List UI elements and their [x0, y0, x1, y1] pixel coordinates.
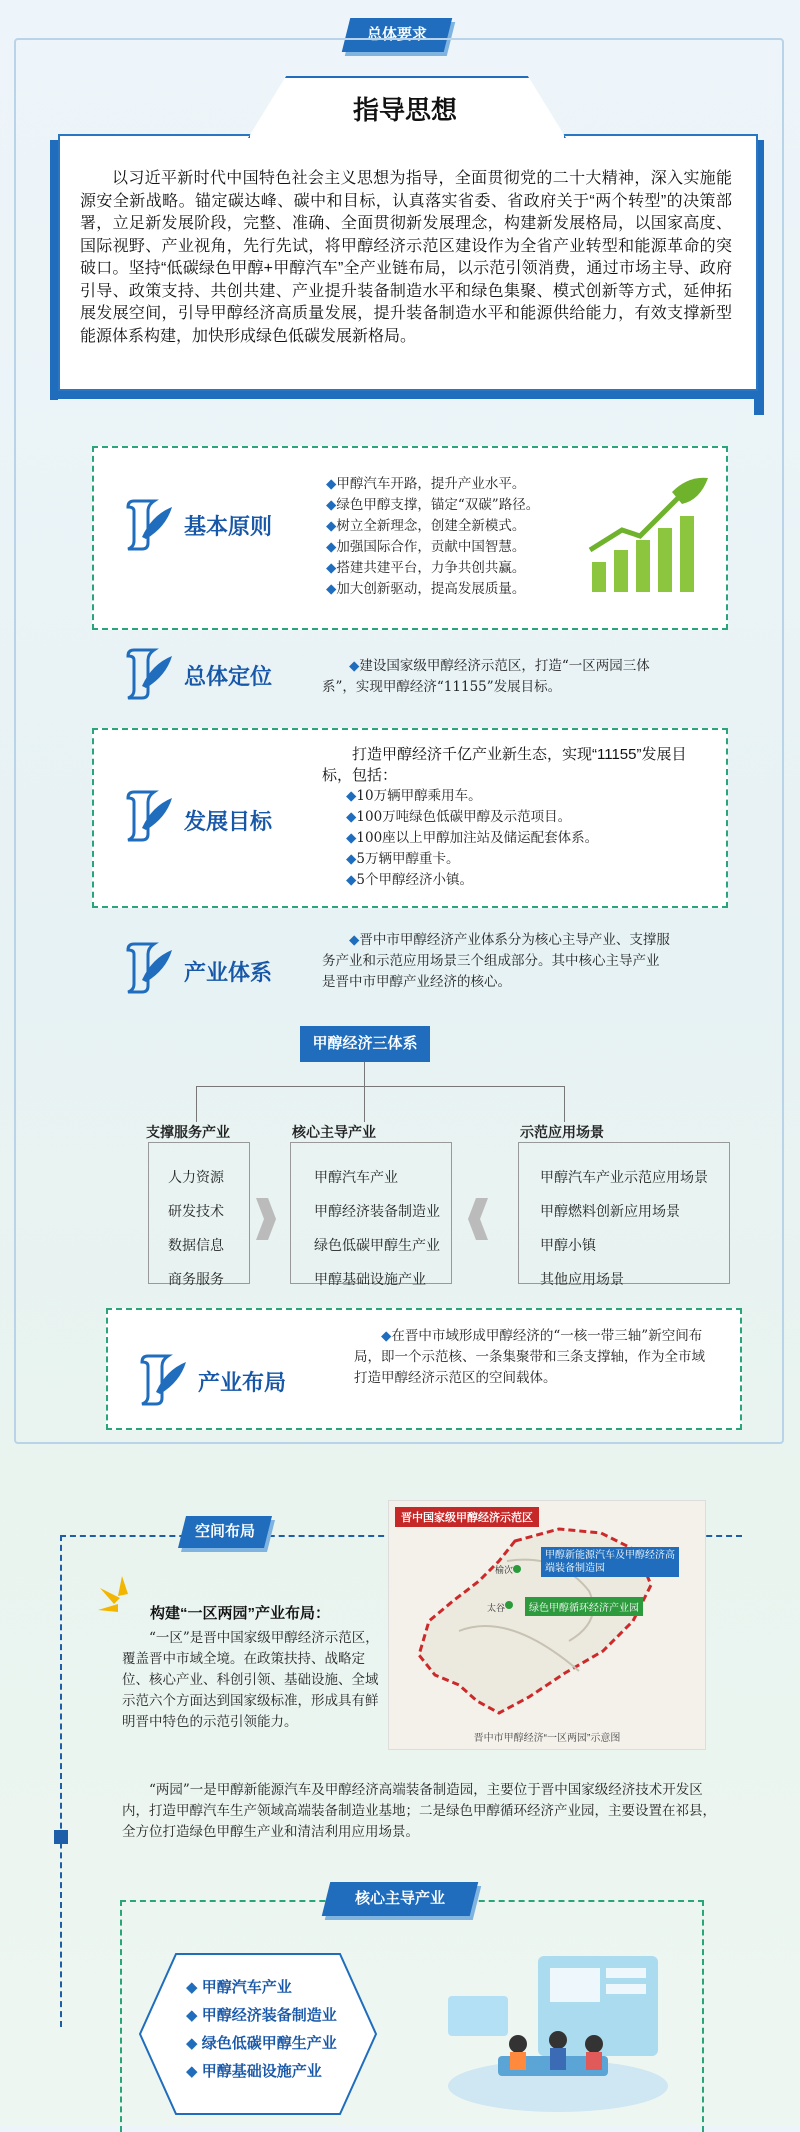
quill-icon [120, 788, 176, 844]
core-tag-label: 核心主导产业 [354, 1890, 445, 1907]
core-section-item: ◆ 甲醇基础设施产业 [186, 2063, 322, 2080]
core-section-item: ◆ 甲醇汽车产业 [186, 1979, 292, 1996]
region-map [389, 1501, 705, 1749]
tree-branch [364, 1086, 365, 1122]
spark-icon [96, 1574, 146, 1624]
industry-title: 产业体系 [184, 960, 273, 985]
tree-branch [564, 1086, 565, 1122]
core-section-item: ◆ 甲醇经济装备制造业 [186, 2007, 337, 2024]
quill-icon [120, 497, 176, 553]
header-tag-label: 总体要求 [366, 26, 427, 43]
principles-list [326, 474, 576, 600]
core-title: 核心主导产业 [292, 1124, 376, 1140]
map-label-2: 绿色甲醇循环经济产业园 [525, 1597, 643, 1616]
spatial-heading: 构建“一区两园”产业布局： [150, 1605, 331, 1622]
core-list [186, 1974, 337, 2086]
principle-item: ◆绿色甲醇支撑，锚定“双碳”路径。 [326, 497, 540, 513]
industry-text-wrap: ◆晋中市甲醇经济产业体系分为核心主导产业、支撑服务产业和示范应用场景三个组成部分。其中核心主导产业是晋中市甲醇产业经济的核心。 [322, 932, 670, 990]
positioning-text: 建设国家级甲醇经济示范区，打造“一区两园三体系”，实现甲醇经济“11155”发展目标。 [322, 658, 650, 695]
goal-item: ◆100万吨绿色低碳甲醇及示范项目。 [346, 809, 572, 825]
principle-item: ◆加大创新驱动，提高发展质量。 [326, 581, 526, 597]
positioning-title: 总体定位 [184, 664, 273, 689]
goal-item: ◆10万辆甲醇乘用车。 [346, 788, 482, 804]
support-list [168, 1160, 224, 1296]
demo-list [540, 1160, 708, 1296]
map-city-2: 太谷 [487, 1603, 506, 1613]
goal-item: ◆5万辆甲醇重卡。 [346, 851, 460, 867]
principle-item: ◆树立全新理念，创建全新模式。 [326, 518, 526, 534]
demo-item: 甲醇小镇 [540, 1237, 596, 1253]
map-caption: 晋中市甲醇经济“一区两园”示意图 [473, 1733, 621, 1744]
layout-text-wrap: ◆在晋中市域形成甲醇经济的“一核一带三轴”新空间布局，即一个示范核、一条集聚带和三条支撑轴，作为全市域打造甲醇经济示范区的空间载体。 [354, 1328, 705, 1386]
demo-item: 其他应用场景 [540, 1271, 624, 1287]
core-item: 甲醇经济装备制造业 [314, 1203, 440, 1219]
principle-item: ◆加强国际合作，贡献中国智慧。 [326, 539, 526, 555]
principles-title: 基本原则 [184, 514, 273, 539]
principle-item: ◆甲醇汽车开路，提升产业水平。 [326, 476, 526, 492]
spatial-p2: “两园”一是甲醇新能源汽车及甲醇经济高端装备制造园，主要位于晋中国家级经济技术开发区内，打造甲醇汽车生产领域高端装备制造业基地；二是绿色甲醇循环经济产业园，主要设置在祁县，全方位打造绿色甲醇生产业和清洁利用应用场景。 [122, 1782, 716, 1840]
guiding-shadow-left [50, 140, 58, 400]
goal-item: ◆5个甲醇经济小镇。 [346, 872, 473, 888]
layout-text: 在晋中市域形成甲醇经济的“一核一带三轴”新空间布局，即一个示范核、一条集聚带和三条支撑轴，作为全市域打造甲醇经济示范区的空间载体。 [354, 1328, 705, 1386]
core-item: 绿色低碳甲醇生产业 [314, 1237, 440, 1253]
goals-intro: 打造甲醇经济千亿产业新生态，实现“11155”发展目标，包括： [322, 746, 687, 784]
map-label-1: 甲醇新能源汽车及甲醇经济高端装备制造园 [541, 1547, 679, 1577]
principle-item: ◆搭建共建平台，力争共创共赢。 [326, 560, 526, 576]
map-city-1: 榆次 [495, 1565, 514, 1575]
demo-item: 甲醇燃料创新应用场景 [540, 1203, 680, 1219]
tree-branch [196, 1086, 197, 1122]
guiding-title: 指导思想 [352, 95, 457, 125]
core-item: 甲醇基础设施产业 [314, 1271, 426, 1287]
spatial-p1: “一区”是晋中国家级甲醇经济示范区，覆盖晋中市域全境。在政策扶持、战略定位、核心产业、科创引领、基础设施、全域示范六个方面达到国家级标准，形成具有鲜明晋中特色的示范引领能力。 [122, 1630, 379, 1730]
quill-icon [120, 646, 176, 702]
frame-corner-square [54, 1830, 68, 1844]
support-item: 人力资源 [168, 1169, 224, 1185]
core-list [314, 1160, 440, 1296]
map-panel [388, 1500, 706, 1750]
quill-icon [134, 1352, 190, 1408]
tree-root-stem [364, 1062, 365, 1086]
tree-root: 甲醇经济三体系 [300, 1026, 430, 1062]
growth-chart-icon [584, 474, 710, 598]
industry-text: 晋中市甲醇经济产业体系分为核心主导产业、支撑服务产业和示范应用场景三个组成部分。其中核心主导产业是晋中市甲醇产业经济的核心。 [322, 932, 670, 990]
support-item: 数据信息 [168, 1237, 224, 1253]
core-item: 甲醇汽车产业 [314, 1169, 398, 1185]
demo-item: 甲醇汽车产业示范应用场景 [540, 1169, 708, 1185]
data-team-illustration [438, 1936, 678, 2116]
goals-title: 发展目标 [184, 809, 273, 834]
map-title: 晋中国家级甲醇经济示范区 [395, 1507, 539, 1527]
guiding-text: 以习近平新时代中国特色社会主义思想为指导，全面贯彻党的二十大精神，深入实施能源安全新战略。锚定碳达峰、碳中和目标，认真落实省委、省政府关于“两个转型”的决策部署，立足新发展阶段，完整、准确、全面贯彻新发展理念，构建新发展格局，以国家高度、国际视野、产业视角，先行先试，将甲醇经济示范区建设作为全省产业转型和能源革命的突破口。坚持“低碳绿色甲醇+甲醇汽车”全产业链布局，以示范引领消费，通过市场主导、政府引导、政策支持、共创共建、产业提升装备制造水平和绿色集聚、模式创新等方式，延伸拓展发展空间，引导甲醇经济高质量发展，提升装备制造水平和能源供给能力，有效支撑新型能源体系构建，加快形成绿色低碳发展新格局。 [80, 170, 732, 345]
support-title: 支撑服务产业 [146, 1124, 230, 1140]
core-section-item: ◆ 绿色低碳甲醇生产业 [186, 2035, 337, 2052]
spatial-tag-label: 空间布局 [194, 1523, 255, 1540]
goal-item: ◆100座以上甲醇加注站及储运配套体系。 [346, 830, 599, 846]
goals-list [346, 786, 686, 891]
demo-title: 示范应用场景 [520, 1124, 604, 1140]
spatial-tag [178, 1516, 272, 1548]
positioning-text-wrap: ◆建设国家级甲醇经济示范区，打造“一区两园三体系”，实现甲醇经济“11155”发展目标。 [322, 658, 650, 695]
support-item: 商务服务 [168, 1271, 224, 1287]
quill-icon [120, 940, 176, 996]
layout-title: 产业布局 [198, 1370, 287, 1395]
core-tag [322, 1882, 478, 1916]
tree-hline [196, 1086, 564, 1087]
support-item: 研发技术 [168, 1203, 224, 1219]
